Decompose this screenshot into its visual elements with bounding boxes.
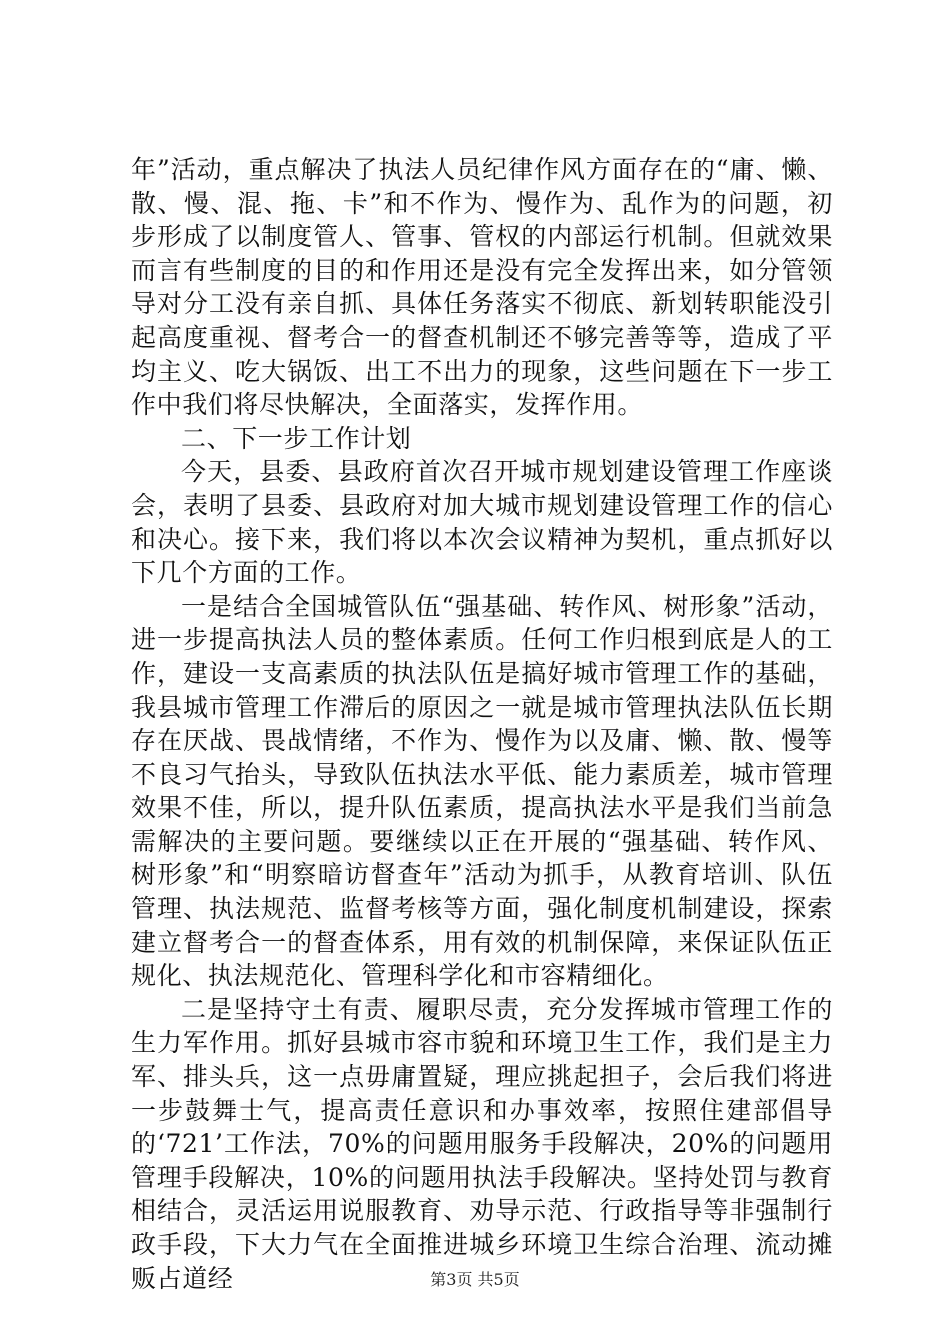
paragraph-point-two: 二是坚持守土有责、履职尽责，充分发挥城市管理工作的生力军作用。抓好县城市容市貌和环境卫生工作，我们是主力军、排头兵，这一点毋庸置疑，理应挑起担子，会后我们将进一步鼓舞士气，提高责任意识和办事效率，按照住建部倡导的‘721’工作法，70%的问题用服务手段解决，20%的问题用管理手段解决，10%的问题用执法手段解决。坚持处罚与教育相结合，灵活运用说服教育、劝导示范、行政指导等非强制行政手段，下大力气在全面推进城乡环境卫生综合治理、流动摊贩占道经 [131,994,833,1293]
paragraph-continuation: 年”活动，重点解决了执法人员纪律作风方面存在的“庸、懒、散、慢、混、拖、卡”和不作为、慢作为、乱作为的问题，初步形成了以制度管人、管事、管权的内部运行机制。但就效果而言有些制度的目的和作用还是没有完全发挥出来，如分管领导对分工没有亲自抓、具体任务落实不彻底、新划转职能没引起高度重视、督考合一的督查机制还不够完善等等，造成了平均主义、吃大锅饭、出工不出力的现象，这些问题在下一步工作中我们将尽快解决，全面落实，发挥作用。 [131,155,833,420]
document-body [131,153,833,1295]
paragraph-meeting-intro: 今天，县委、县政府首次召开城市规划建设管理工作座谈会，表明了县委、县政府对加大城市规划建设管理工作的信心和决心。接下来，我们将以本次会议精神为契机，重点抓好以下几个方面的工作。 [131,457,833,588]
section-heading-next-plan: 二、下一步工作计划 [181,423,412,453]
page-number-footer: 第3页 共5页 [430,1270,520,1289]
paragraph-point-one: 一是结合全国城管队伍“强基础、转作风、树形象”活动，进一步提高执法人员的整体素质。任何工作归根到底是人的工作，建设一支高素质的执法队伍是搞好城市管理工作的基础，我县城市管理工作滞后的原因之一就是城市管理执法队伍长期存在厌战、畏战情绪，不作为、慢作为以及庸、懒、散、慢等不良习气抬头，导致队伍执法水平低、能力素质差，城市管理效果不佳，所以，提升队伍素质，提高执法水平是我们当前急需解决的主要问题。要继续以正在开展的“强基础、转作风、树形象”和“明察暗访督查年”活动为抓手，从教育培训、队伍管理、执法规范、监督考核等方面，强化制度机制建设，探索建立督考合一的督查体系，用有效的机制保障，来保证队伍正规化、执法规范化、管理科学化和市容精细化。 [131,591,833,991]
